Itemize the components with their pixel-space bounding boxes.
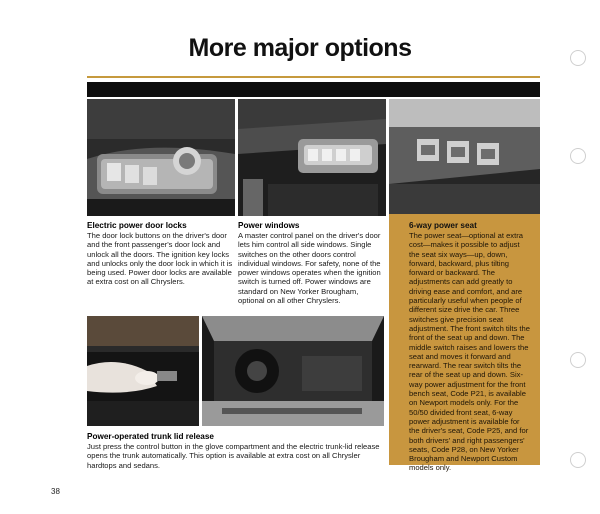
power-seat-photo bbox=[389, 99, 540, 214]
trunk-button-photo bbox=[87, 316, 199, 426]
door-locks-body: The door lock buttons on the driver's door and the front passenger's door lock and unlock all the doors. The ignition key locks and unlocks only the door lock in which it is being used. Power door locks are available at extra cost on all Chryslers. bbox=[87, 231, 233, 287]
power-seat-panel bbox=[389, 214, 540, 473]
door-locks-caption bbox=[87, 221, 235, 287]
power-seat-heading: 6-way power seat bbox=[409, 221, 477, 230]
power-windows-heading: Power windows bbox=[238, 221, 300, 230]
power-windows-photo bbox=[238, 99, 386, 216]
power-seat-body: The power seat—optional at extra cost—makes it possible to adjust the seat six ways—up, down, forward, backward, plus tilting forward or backward. The adjustments can add greatly to driving ease and comfort, and are particularly useful when people of different size drive the car. Three switches give precision seat adjustment. The front switch tilts the front of the seat up and down. The middle switch raises and lowers the seat and moves it forward and rearward. The rear switch tilts the rear of the seat up and down. Six-way power adjustment for the front bench seat, Code P21, is available on Newport models only. For the 50/50 divided front seat, 6-way power adjustment is available for the driver's seat, Code P25, and for both drivers' and right passengers' seats, Code P28, on New Yorker Brougham and Newport Custom models only. bbox=[409, 231, 530, 473]
binder-hole bbox=[570, 452, 586, 468]
trunk-release-heading: Power-operated trunk lid release bbox=[87, 432, 214, 441]
trunk-release-body: Just press the control button in the glove compartment and the electric trunk-lid release opens the trunk automatically. This option is available at extra cost on all Chrysler hardtops and sedans. bbox=[87, 442, 380, 470]
trunk-release-caption bbox=[87, 432, 384, 470]
door-locks-heading: Electric power door locks bbox=[87, 221, 187, 230]
binder-hole bbox=[570, 352, 586, 368]
black-header-bar bbox=[87, 82, 540, 97]
page-title: More major options bbox=[188, 34, 412, 62]
door-locks-photo bbox=[87, 99, 235, 216]
binder-hole bbox=[570, 148, 586, 164]
power-windows-caption bbox=[238, 221, 384, 305]
page-number: 38 bbox=[51, 487, 60, 496]
trunk-photo bbox=[202, 316, 384, 426]
power-windows-body: A master control panel on the driver's door lets him control all side windows. Single switches on the other doors control individual windows. For safety, none of the power windows operates when the ignition switch is turned off. Power windows are standard on New Yorker Brougham, optional on all other Chryslers. bbox=[238, 231, 381, 306]
gold-rule bbox=[87, 76, 540, 78]
binder-hole bbox=[570, 50, 586, 66]
